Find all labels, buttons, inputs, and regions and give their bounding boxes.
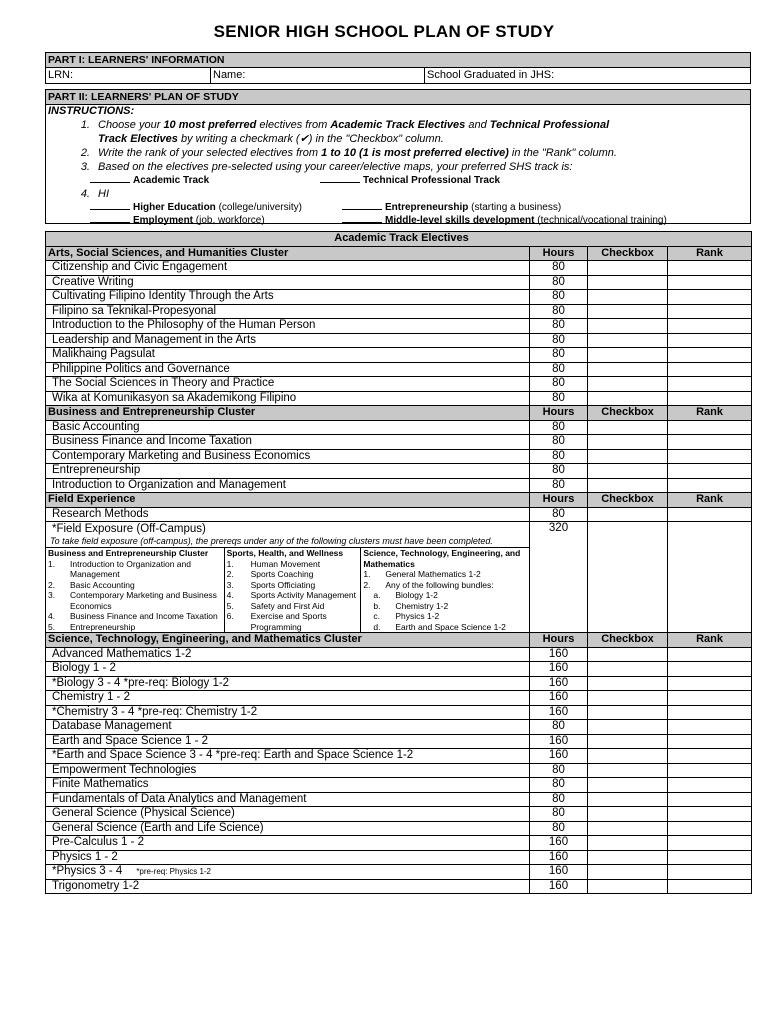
hours-cell: 160 <box>530 705 588 720</box>
checkbox-header: Checkbox <box>588 493 668 508</box>
rank-cell[interactable] <box>668 507 752 522</box>
prereq-column <box>46 548 224 632</box>
career-options-row: Employment (job, workforce) Middle-level skills development (technical/vocational training) <box>46 214 750 227</box>
prereq-item: 4. Business Finance and Income Taxation <box>48 611 218 621</box>
rank-cell[interactable] <box>668 362 752 377</box>
elective-row <box>46 377 752 392</box>
elective-name: General Science (Physical Science) <box>46 807 530 822</box>
hours-cell: 320 <box>530 522 588 633</box>
prereq-item: c. Physics 1-2 <box>373 611 440 621</box>
rank-header: Rank <box>668 493 752 508</box>
prereq-column <box>224 548 361 632</box>
rank-cell[interactable] <box>668 420 752 435</box>
hours-cell: 160 <box>530 850 588 865</box>
rank-cell[interactable] <box>668 865 752 880</box>
hours-header: Hours <box>530 493 588 508</box>
elective-row <box>46 275 752 290</box>
checkbox-cell[interactable] <box>588 522 668 633</box>
hours-header: Hours <box>530 633 588 648</box>
rank-cell[interactable] <box>668 807 752 822</box>
physics-prereq-note: *pre-req: Physics 1-2 <box>136 867 212 877</box>
rank-cell[interactable] <box>668 290 752 305</box>
prereq-item: 1. Human Movement <box>226 558 321 569</box>
elective-name: Filipino sa Teknikal-Propesyonal <box>46 304 530 319</box>
elective-name: Business Finance and Income Taxation <box>46 435 530 450</box>
cluster-header-row <box>46 493 752 508</box>
elective-name: Advanced Mathematics 1-2 <box>46 647 530 662</box>
cluster-name: Arts, Social Sciences, and Humanities Cluster <box>46 246 530 261</box>
rank-header: Rank <box>668 633 752 648</box>
prereq-item: 1. General Mathematics 1-2 <box>363 569 481 579</box>
instruction-item: 3. Based on the electives pre-selected using your career/elective maps, your preferred SHS track is: <box>80 161 573 173</box>
checkbox-cell[interactable] <box>588 362 668 377</box>
checkbox-cell[interactable] <box>588 507 668 522</box>
section-title: Academic Track Electives <box>46 232 752 247</box>
prereq-item: 3. Contemporary Marketing and Business Economics <box>48 590 217 611</box>
track-options <box>46 174 750 187</box>
checkbox-cell[interactable] <box>588 763 668 778</box>
instructions-list <box>46 118 750 227</box>
elective-row <box>46 821 752 836</box>
elective-name: Empowerment Technologies <box>46 763 530 778</box>
instruction-item: 2. Write the rank of your selected electives from 1 to 10 (1 is most preferred elective) in the "Rank" column. <box>80 147 617 159</box>
rank-cell[interactable] <box>668 821 752 836</box>
elective-name: Database Management <box>46 720 530 735</box>
hours-cell: 80 <box>530 507 588 522</box>
checkbox-header: Checkbox <box>588 633 668 648</box>
hours-cell: 80 <box>530 319 588 334</box>
checkbox-cell[interactable] <box>588 647 668 662</box>
hours-cell: 80 <box>530 478 588 493</box>
elective-row <box>46 734 752 749</box>
checkbox-cell[interactable] <box>588 377 668 392</box>
hours-cell: 80 <box>530 720 588 735</box>
elective-row <box>46 676 752 691</box>
part-1-learners-information <box>45 52 751 84</box>
prereq-item: a. Biology 1-2 <box>373 590 438 600</box>
elective-row <box>46 662 752 677</box>
rank-cell[interactable] <box>668 778 752 793</box>
elective-row <box>46 333 752 348</box>
rank-cell[interactable] <box>668 691 752 706</box>
rank-cell[interactable] <box>668 763 752 778</box>
elective-row <box>46 691 752 706</box>
rank-cell[interactable] <box>668 377 752 392</box>
elective-row <box>46 435 752 450</box>
checkbox-cell[interactable] <box>588 778 668 793</box>
rank-header: Rank <box>668 406 752 421</box>
rank-cell[interactable] <box>668 435 752 450</box>
hours-cell: 80 <box>530 377 588 392</box>
hours-cell: 80 <box>530 449 588 464</box>
elective-name: Biology 1 - 2 <box>46 662 530 677</box>
part-2-plan-of-study <box>45 89 751 224</box>
rank-cell[interactable] <box>668 879 752 894</box>
elective-row <box>46 261 752 276</box>
rank-cell[interactable] <box>668 705 752 720</box>
elective-row <box>46 647 752 662</box>
prereq-column-head: Business and Entrepreneurship Cluster <box>48 548 209 558</box>
prereq-column-head: Science, Technology, Engineering, and Mathematics <box>363 548 521 569</box>
elective-row <box>46 362 752 377</box>
rank-cell[interactable] <box>668 449 752 464</box>
rank-cell[interactable] <box>668 304 752 319</box>
rank-cell[interactable] <box>668 749 752 764</box>
rank-cell[interactable] <box>668 319 752 334</box>
checkbox-cell[interactable] <box>588 879 668 894</box>
elective-row <box>46 792 752 807</box>
rank-cell[interactable] <box>668 676 752 691</box>
prereq-item: 3. Sports Officiating <box>226 579 316 590</box>
academic-track-blank[interactable] <box>90 174 130 183</box>
checkbox-cell[interactable] <box>588 850 668 865</box>
checkbox-cell[interactable] <box>588 420 668 435</box>
elective-row <box>46 836 752 851</box>
elective-row <box>46 319 752 334</box>
checkbox-header: Checkbox <box>588 246 668 261</box>
checkbox-cell[interactable] <box>588 464 668 479</box>
elective-name: *Earth and Space Science 3 - 4 *pre-req: Earth and Space Science 1-2 <box>46 749 530 764</box>
elective-row <box>46 507 752 522</box>
elective-name: *Chemistry 3 - 4 *pre-req: Chemistry 1-2 <box>46 705 530 720</box>
prereq-item: b. Chemistry 1-2 <box>373 600 449 611</box>
rank-cell[interactable] <box>668 261 752 276</box>
checkbox-cell[interactable] <box>588 261 668 276</box>
hours-cell: 160 <box>530 879 588 894</box>
elective-name: Trigonometry 1-2 <box>46 879 530 894</box>
cluster-header-row <box>46 246 752 261</box>
elective-name: *Physics 3 - 4 *pre-req: Physics 1-2 <box>46 865 530 880</box>
checkbox-header: Checkbox <box>588 406 668 421</box>
hours-cell: 160 <box>530 676 588 691</box>
elective-name: Citizenship and Civic Engagement <box>46 261 530 276</box>
field-exposure-label: *Field Exposure (Off-Campus) <box>52 523 206 535</box>
elective-row <box>46 807 752 822</box>
hours-cell: 80 <box>530 275 588 290</box>
instruction-item: Track Electives by writing a checkmark (✔) in the "Checkbox" column. <box>98 133 444 145</box>
elective-row <box>46 464 752 479</box>
elective-row <box>46 865 752 880</box>
section-header-row <box>46 232 752 247</box>
checkbox-cell[interactable] <box>588 705 668 720</box>
elective-name: Chemistry 1 - 2 <box>46 691 530 706</box>
name-field[interactable]: Name: <box>211 68 425 83</box>
rank-cell[interactable] <box>668 647 752 662</box>
prereq-item: 5. Safety and First Aid <box>226 600 325 611</box>
elective-row <box>46 449 752 464</box>
elective-name: Creative Writing <box>46 275 530 290</box>
checkbox-cell[interactable] <box>588 807 668 822</box>
checkbox-cell[interactable] <box>588 275 668 290</box>
rank-cell[interactable] <box>668 734 752 749</box>
checkbox-cell[interactable] <box>588 333 668 348</box>
checkbox-cell[interactable] <box>588 749 668 764</box>
cluster-header-row <box>46 633 752 648</box>
checkbox-cell[interactable] <box>588 792 668 807</box>
elective-name: Entrepreneurship <box>46 464 530 479</box>
elective-row <box>46 391 752 406</box>
elective-row <box>46 763 752 778</box>
electives-table <box>45 231 752 894</box>
elective-name: Pre-Calculus 1 - 2 <box>46 836 530 851</box>
elective-name: Cultivating Filipino Identity Through the Arts <box>46 290 530 305</box>
rank-cell[interactable] <box>668 792 752 807</box>
elective-name: Malikhaing Pagsulat <box>46 348 530 363</box>
hours-cell: 80 <box>530 420 588 435</box>
higher-education-blank[interactable] <box>90 201 130 210</box>
checkbox-cell[interactable] <box>588 720 668 735</box>
checkbox-cell[interactable] <box>588 391 668 406</box>
elective-name: Finite Mathematics <box>46 778 530 793</box>
elective-row <box>46 304 752 319</box>
lrn-field[interactable]: LRN: <box>46 68 211 83</box>
rank-cell[interactable] <box>668 464 752 479</box>
hours-cell: 80 <box>530 391 588 406</box>
hours-cell: 160 <box>530 734 588 749</box>
checkbox-cell[interactable] <box>588 676 668 691</box>
rank-cell[interactable] <box>668 836 752 851</box>
elective-row <box>46 290 752 305</box>
hours-header: Hours <box>530 246 588 261</box>
hours-cell: 80 <box>530 778 588 793</box>
employment-blank[interactable] <box>90 214 130 223</box>
elective-name: Basic Accounting <box>46 420 530 435</box>
elective-name: Physics 1 - 2 <box>46 850 530 865</box>
hours-cell: 80 <box>530 807 588 822</box>
page-title: SENIOR HIGH SCHOOL PLAN OF STUDY <box>213 22 555 41</box>
hours-cell: 160 <box>530 749 588 764</box>
elective-name: Wika at Komunikasyon sa Akademikong Filipino <box>46 391 530 406</box>
hours-header: Hours <box>530 406 588 421</box>
rank-cell[interactable] <box>668 522 752 633</box>
hours-cell: 80 <box>530 763 588 778</box>
prereq-item: 4. Sports Activity Management <box>226 590 356 600</box>
hours-cell: 160 <box>530 691 588 706</box>
elective-name: Leadership and Management in the Arts <box>46 333 530 348</box>
hours-cell: 80 <box>530 333 588 348</box>
field-exposure-cell <box>46 522 530 633</box>
checkbox-cell[interactable] <box>588 449 668 464</box>
hours-cell: 80 <box>530 435 588 450</box>
rank-header: Rank <box>668 246 752 261</box>
hours-cell: 160 <box>530 865 588 880</box>
prereq-item: 2. Any of the following bundles: <box>363 579 494 590</box>
cluster-name: Science, Technology, Engineering, and Mathematics Cluster <box>46 633 530 648</box>
hours-cell: 80 <box>530 821 588 836</box>
part-1-header: PART I: LEARNERS' INFORMATION <box>46 53 750 68</box>
hours-cell: 160 <box>530 662 588 677</box>
elective-name: Philippine Politics and Governance <box>46 362 530 377</box>
hours-cell: 160 <box>530 836 588 851</box>
elective-row <box>46 420 752 435</box>
hours-cell: 80 <box>530 362 588 377</box>
rank-cell[interactable] <box>668 275 752 290</box>
elective-name: General Science (Earth and Life Science) <box>46 821 530 836</box>
checkbox-cell[interactable] <box>588 435 668 450</box>
checkbox-cell[interactable] <box>588 478 668 493</box>
prereq-item: 1. Introduction to Organization and Management <box>48 558 191 579</box>
prereq-columns <box>46 548 529 632</box>
cluster-header-row <box>46 406 752 421</box>
prereq-item: 5. Entrepreneurship <box>48 621 136 632</box>
prereq-item: 2. Sports Coaching <box>226 569 314 579</box>
elective-row <box>46 749 752 764</box>
elective-name: Contemporary Marketing and Business Economics <box>46 449 530 464</box>
prereq-item: 2. Basic Accounting <box>48 579 135 590</box>
rank-cell[interactable] <box>668 478 752 493</box>
instruction-item: 4. HI <box>80 188 109 200</box>
elective-name: Research Methods <box>46 507 530 522</box>
prereq-column-head: Sports, Health, and Wellness <box>226 548 344 558</box>
hours-cell: 80 <box>530 792 588 807</box>
checkbox-cell[interactable] <box>588 821 668 836</box>
elective-row <box>46 850 752 865</box>
checkbox-cell[interactable] <box>588 319 668 334</box>
elective-row <box>46 705 752 720</box>
checkbox-cell[interactable] <box>588 865 668 880</box>
elective-name: *Biology 3 - 4 *pre-req: Biology 1-2 <box>46 676 530 691</box>
elective-name: The Social Sciences in Theory and Practice <box>46 377 530 392</box>
hours-cell: 80 <box>530 261 588 276</box>
elective-name: Introduction to the Philosophy of the Human Person <box>46 319 530 334</box>
academic-track-label: Academic Track <box>133 175 210 186</box>
elective-name: Fundamentals of Data Analytics and Management <box>46 792 530 807</box>
checkbox-cell[interactable] <box>588 662 668 677</box>
hours-cell: 80 <box>530 348 588 363</box>
elective-row <box>46 778 752 793</box>
career-options-row: Higher Education (college/university) Entrepreneurship (starting a business) <box>46 201 750 214</box>
prereq-item: d. Earth and Space Science 1-2 <box>373 621 506 632</box>
field-exposure-row <box>46 522 752 633</box>
cluster-name: Business and Entrepreneurship Cluster <box>46 406 530 421</box>
field-exposure-note: To take field exposure (off-campus), the prereqs under any of the following clusters must have been completed. <box>46 536 529 548</box>
elective-name: Introduction to Organization and Management <box>46 478 530 493</box>
checkbox-cell[interactable] <box>588 348 668 363</box>
checkbox-cell[interactable] <box>588 304 668 319</box>
rank-cell[interactable] <box>668 348 752 363</box>
rank-cell[interactable] <box>668 662 752 677</box>
middle-level-skills-blank[interactable] <box>342 214 382 223</box>
entrepreneurship-blank[interactable] <box>342 201 382 210</box>
prereq-item: 6. Exercise and Sports Programming <box>226 611 327 632</box>
instructions-label: INSTRUCTIONS: <box>48 105 135 117</box>
elective-row <box>46 478 752 493</box>
hours-cell: 80 <box>530 464 588 479</box>
elective-row <box>46 348 752 363</box>
technical-track-label: Technical Professional Track <box>363 175 501 186</box>
elective-name: Earth and Space Science 1 - 2 <box>46 734 530 749</box>
part-2-header: PART II: LEARNERS' PLAN OF STUDY <box>46 90 750 105</box>
hours-cell: 80 <box>530 304 588 319</box>
school-graduated-field[interactable]: School Graduated in JHS: <box>427 69 555 81</box>
rank-cell[interactable] <box>668 850 752 865</box>
technical-track-blank[interactable] <box>320 174 360 183</box>
checkbox-cell[interactable] <box>588 734 668 749</box>
rank-cell[interactable] <box>668 333 752 348</box>
cluster-name: Field Experience <box>46 493 530 508</box>
elective-row <box>46 720 752 735</box>
checkbox-cell[interactable] <box>588 836 668 851</box>
rank-cell[interactable] <box>668 391 752 406</box>
instruction-item: 1. Choose your 10 most preferred electives from Academic Track Electives and Technical Professional <box>80 119 610 131</box>
prereq-column <box>360 548 529 632</box>
rank-cell[interactable] <box>668 720 752 735</box>
checkbox-cell[interactable] <box>588 290 668 305</box>
hours-cell: 80 <box>530 290 588 305</box>
hours-cell: 160 <box>530 647 588 662</box>
elective-row <box>46 879 752 894</box>
checkbox-cell[interactable] <box>588 691 668 706</box>
